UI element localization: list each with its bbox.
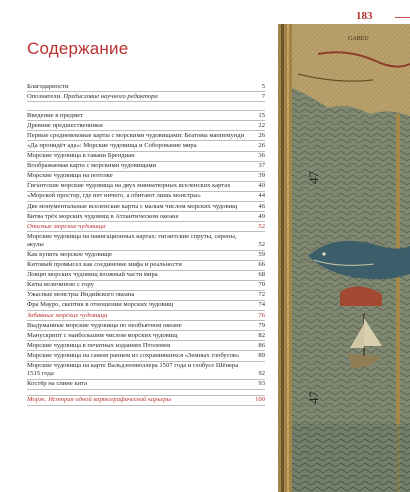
- toc-entry-title: Киты величиною с гору: [27, 281, 94, 289]
- toc-entry-title: Благодарности: [27, 82, 69, 90]
- toc-entry-page: 52: [258, 222, 265, 230]
- toc-entry-title: Гигантские морские чудовища на двух миниатюрных вселенских картах: [27, 182, 231, 190]
- toc-entry-page: 22: [258, 121, 265, 129]
- toc-entry[interactable]: [27, 192, 265, 202]
- toc-entry[interactable]: [27, 261, 265, 271]
- toc-entry[interactable]: [27, 232, 265, 250]
- toc-entry-title: Морские чудовища в печатных изданиях Птолемея: [27, 341, 171, 349]
- toc-entry-title: Морские чудовища на навигационных картах: гигантские спруты, сирены, акулы: [27, 232, 237, 248]
- toc-entry[interactable]: [27, 362, 265, 380]
- toc-entry[interactable]: [27, 311, 265, 321]
- toc-entry-page: 26: [258, 141, 265, 149]
- toc-entry[interactable]: [27, 172, 265, 182]
- toc-entry[interactable]: [27, 351, 265, 361]
- header-rule: [395, 17, 410, 18]
- toc-entry-title: Битва трёх морских чудовищ в Атлантическом океане: [27, 212, 179, 220]
- toc-entry-page: 49: [258, 212, 265, 220]
- toc-entry-title: Фра Мауро, скептик в отношении морских чудовищ: [27, 301, 174, 309]
- toc-entry-page: 44: [258, 192, 265, 200]
- toc-entry-page: 26: [258, 131, 265, 139]
- toc-entry-title: Опознатели. Предисловие научного редактора: [27, 92, 158, 100]
- toc-list: [27, 82, 265, 406]
- toc-entry-title: Забавные морские чудовища: [27, 311, 108, 319]
- toc-entry-page: 86: [258, 341, 265, 349]
- toc-entry[interactable]: [27, 131, 265, 141]
- toc-entry-title: Морские чудовища на карте Вальдзеемюллера 1507 года и глобусе Шёнера 1515 года: [27, 362, 239, 378]
- toc-entry-page: 40: [258, 182, 265, 190]
- toc-entry[interactable]: [27, 152, 265, 162]
- toc-entry-title: Опасные морские чудовища: [27, 222, 106, 230]
- toc-entry-title: Введение в предмет: [27, 111, 83, 119]
- toc-entry-page: 70: [258, 281, 265, 289]
- toc-entry[interactable]: [27, 202, 265, 212]
- toc-title: Содержание: [27, 39, 129, 58]
- toc-entry-page: 37: [258, 162, 265, 170]
- toc-entry-title: Морские чудовища на потолке: [27, 172, 113, 180]
- toc-entry-title: Ужасные монстры Индийского океана: [27, 291, 135, 299]
- toc-entry-page: 76: [258, 311, 265, 319]
- toc-entry-title: Морж. История одной картографической карьеры: [27, 396, 172, 404]
- toc-entry-title: «Морской простор, где нет ничего, а обитают лишь монстры»: [27, 192, 201, 200]
- toc-entry-page: 36: [258, 152, 265, 160]
- map-svg: [278, 24, 410, 492]
- toc-entry-page: 72: [258, 291, 265, 299]
- toc-entry-title: Манускрипт с наибольшим числом морских чудовищ: [27, 331, 178, 339]
- toc-entry-page: 7: [261, 92, 265, 100]
- toc-entry-title: Морские чудовища на самом раннем из сохранившихся «Земных глобусов»: [27, 351, 240, 359]
- toc-entry-title: Китовый промысел как соединение мифа и реальности: [27, 261, 182, 269]
- toc-entry-page: 82: [258, 331, 265, 339]
- toc-entry[interactable]: [27, 92, 265, 102]
- toc-entry-page: 92: [258, 370, 265, 378]
- toc-entry-title: Костёр на спине кита: [27, 380, 88, 388]
- toc-entry[interactable]: [27, 162, 265, 172]
- toc-entry-title: Воображаемая карта с морскими чудовищами: [27, 162, 157, 170]
- toc-entry-page: 39: [258, 172, 265, 180]
- toc-entry[interactable]: [27, 222, 265, 232]
- toc-entry[interactable]: [27, 380, 265, 390]
- map-label-top: GABEU: [348, 36, 369, 42]
- toc-entry-page: 89: [258, 351, 265, 359]
- toc-entry-title: Первые средневековые карты с морскими чудовищами: Беатовы маппемунди: [27, 131, 245, 139]
- map-label-mid1: 47: [306, 171, 321, 184]
- map-label-mid2: 47: [306, 391, 321, 404]
- toc-entry-title: Как купить морское чудовище: [27, 251, 113, 258]
- toc-entry[interactable]: [27, 111, 265, 121]
- toc-entry-title: Выдуманные морские чудовища по необъятном океане: [27, 321, 182, 329]
- toc-entry-title: Ловцю морских чудовищ вложный части мира: [27, 271, 158, 279]
- toc-entry-title: Морские чудовища в гавани Брендиан: [27, 152, 135, 160]
- map-illustration: [278, 24, 410, 492]
- toc-entry-page: 66: [258, 261, 265, 269]
- toc-entry[interactable]: [27, 271, 265, 281]
- toc-entry[interactable]: [27, 82, 265, 92]
- toc-entry[interactable]: [27, 341, 265, 351]
- toc-entry-title: Древние предшественники: [27, 121, 103, 129]
- toc-entry[interactable]: [27, 121, 265, 131]
- toc-entry[interactable]: [27, 141, 265, 151]
- toc-entry[interactable]: [27, 331, 265, 341]
- toc-entry-page: 100: [255, 396, 265, 404]
- toc-entry-page: 59: [258, 251, 265, 258]
- toc-entry[interactable]: [27, 251, 265, 261]
- toc-entry-page: 68: [258, 271, 265, 279]
- toc-entry[interactable]: [27, 396, 265, 406]
- toc-entry-page: 46: [258, 202, 265, 210]
- toc-entry-page: 79: [258, 321, 265, 329]
- toc-entry[interactable]: [27, 321, 265, 331]
- toc-entry-page: 74: [258, 301, 265, 309]
- toc-entry-title: Две монументальные вселенские карты с малым числом морских чудовищ: [27, 202, 238, 210]
- toc-entry-title: «Да пронидёт ада»: Морские чудовища и Соборование мира: [27, 141, 197, 149]
- toc-entry-page: 93: [258, 380, 265, 388]
- toc-entry[interactable]: [27, 212, 265, 222]
- toc-entry[interactable]: [27, 291, 265, 301]
- toc-entry[interactable]: [27, 281, 265, 291]
- toc-entry[interactable]: [27, 182, 265, 192]
- page-number: 183: [356, 10, 373, 22]
- toc-spacer: [27, 102, 265, 111]
- toc-entry-page: 5: [261, 82, 265, 90]
- toc-entry-subtitle: Предисловие научного редактора: [63, 92, 158, 100]
- toc-entry-page: 52: [258, 240, 265, 248]
- toc-entry[interactable]: [27, 301, 265, 311]
- toc-entry-page: 15: [258, 111, 265, 119]
